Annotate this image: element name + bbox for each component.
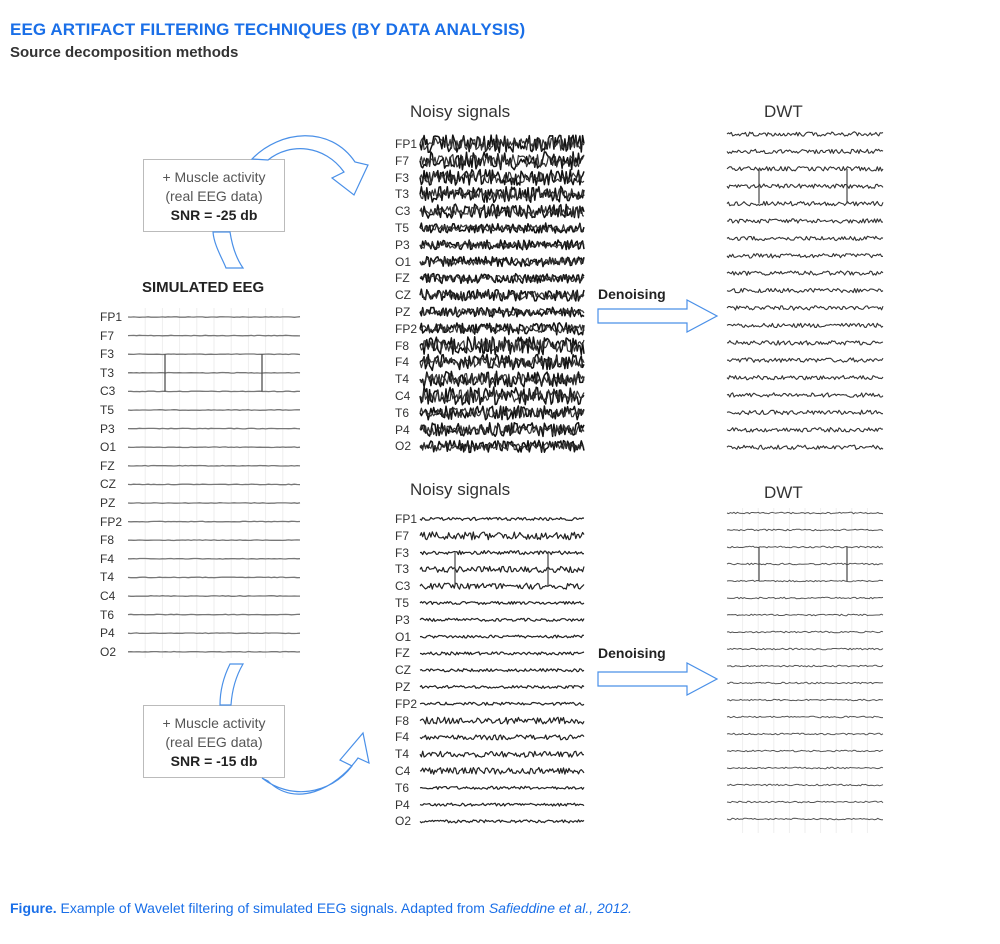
caption-text: Example of Wavelet filtering of simulated EEG signals. Adapted from bbox=[56, 900, 489, 916]
channel-label: C3 bbox=[395, 204, 411, 219]
channel-label: C3 bbox=[100, 384, 116, 399]
channel-label: T4 bbox=[100, 570, 115, 585]
channel-label: T4 bbox=[395, 747, 410, 762]
figure-title: EEG ARTIFACT FILTERING TECHNIQUES (BY DATA ANALYSIS) bbox=[10, 20, 526, 39]
channel-label: FZ bbox=[100, 458, 115, 473]
channel-label: F4 bbox=[100, 551, 115, 566]
channel-label: P4 bbox=[100, 626, 115, 641]
bottom-noisy-title: Noisy signals bbox=[410, 480, 511, 499]
denoise-arrow-bottom bbox=[598, 663, 717, 695]
bottom-box-line2: (real EEG data) bbox=[165, 734, 263, 750]
channel-label: O2 bbox=[395, 814, 412, 829]
channel-label: T6 bbox=[100, 607, 115, 622]
channel-label: F7 bbox=[395, 528, 410, 543]
bottom-dwt-title: DWT bbox=[764, 483, 803, 502]
channel-label: F4 bbox=[395, 730, 410, 745]
top-box-line1: + Muscle activity bbox=[162, 169, 266, 185]
curved-arrow-bottom-right bbox=[262, 733, 369, 794]
channel-label: O1 bbox=[100, 440, 117, 455]
channel-label: T5 bbox=[395, 221, 410, 235]
channel-label: T6 bbox=[395, 405, 410, 420]
channel-label: O1 bbox=[395, 254, 412, 269]
channel-label: FP1 bbox=[100, 310, 123, 324]
bottom-box-snr: SNR = -15 db bbox=[170, 753, 258, 769]
channel-label: PZ bbox=[395, 305, 411, 319]
channel-label: F7 bbox=[100, 328, 115, 343]
bottom-denoise-label: Denoising bbox=[598, 645, 666, 661]
channel-label: CZ bbox=[395, 663, 411, 678]
figure-subtitle: Source decomposition methods bbox=[10, 44, 239, 61]
channel-label: P4 bbox=[395, 422, 410, 437]
figure-caption bbox=[10, 900, 632, 916]
channel-label: T5 bbox=[100, 403, 115, 417]
channel-label: O2 bbox=[395, 439, 412, 454]
channel-label: T3 bbox=[395, 562, 410, 577]
channel-label: C4 bbox=[395, 764, 411, 778]
top-box-snr: SNR = -25 db bbox=[170, 207, 258, 223]
curved-arrow-top-right bbox=[252, 136, 368, 195]
channel-label: FP2 bbox=[395, 321, 418, 336]
top-dwt-title: DWT bbox=[764, 102, 803, 121]
channel-label: T3 bbox=[395, 187, 410, 202]
channel-label: F3 bbox=[100, 347, 115, 362]
curved-arrow-bottom-up bbox=[220, 664, 243, 705]
channel-label: PZ bbox=[100, 496, 116, 510]
caption-label: Figure. bbox=[10, 900, 57, 916]
channel-label: FZ bbox=[395, 271, 410, 286]
channel-label: C4 bbox=[395, 389, 411, 403]
channel-label: P4 bbox=[395, 797, 410, 812]
channel-label: C3 bbox=[395, 579, 411, 594]
channel-label: C4 bbox=[100, 589, 116, 603]
channel-label: F8 bbox=[395, 713, 410, 728]
channel-label: F7 bbox=[395, 153, 410, 168]
channel-label: CZ bbox=[395, 288, 411, 303]
channel-label: FP2 bbox=[100, 514, 123, 529]
channel-label: T3 bbox=[100, 365, 115, 380]
channel-label: F3 bbox=[395, 170, 410, 185]
channel-label: F4 bbox=[395, 355, 410, 370]
top-box-line2: (real EEG data) bbox=[165, 188, 263, 204]
channel-label: O1 bbox=[395, 629, 412, 644]
channel-label: F8 bbox=[100, 533, 115, 548]
channel-label: O2 bbox=[100, 644, 117, 659]
simulated-eeg-title: SIMULATED EEG bbox=[142, 279, 265, 296]
top-denoise-label: Denoising bbox=[598, 286, 666, 302]
denoise-arrow-top bbox=[598, 300, 717, 332]
top-noisy-title: Noisy signals bbox=[410, 102, 511, 121]
curved-arrow-top-down bbox=[213, 232, 243, 268]
channel-label: P3 bbox=[395, 612, 410, 627]
channel-label: FZ bbox=[395, 646, 410, 661]
bottom-box-line1: + Muscle activity bbox=[162, 715, 266, 731]
channel-label: PZ bbox=[395, 680, 411, 694]
channel-label: P3 bbox=[395, 237, 410, 252]
channel-label: FP1 bbox=[395, 512, 418, 526]
channel-label: T6 bbox=[395, 780, 410, 795]
channel-label: T5 bbox=[395, 596, 410, 610]
channel-label: FP2 bbox=[395, 696, 418, 711]
channel-label: FP1 bbox=[395, 137, 418, 151]
channel-label: F3 bbox=[395, 545, 410, 560]
channel-label: P3 bbox=[100, 421, 115, 436]
channel-label: CZ bbox=[100, 477, 116, 492]
caption-citation: Safieddine et al., 2012. bbox=[488, 900, 633, 916]
channel-label: F8 bbox=[395, 338, 410, 353]
channel-label: T4 bbox=[395, 372, 410, 387]
